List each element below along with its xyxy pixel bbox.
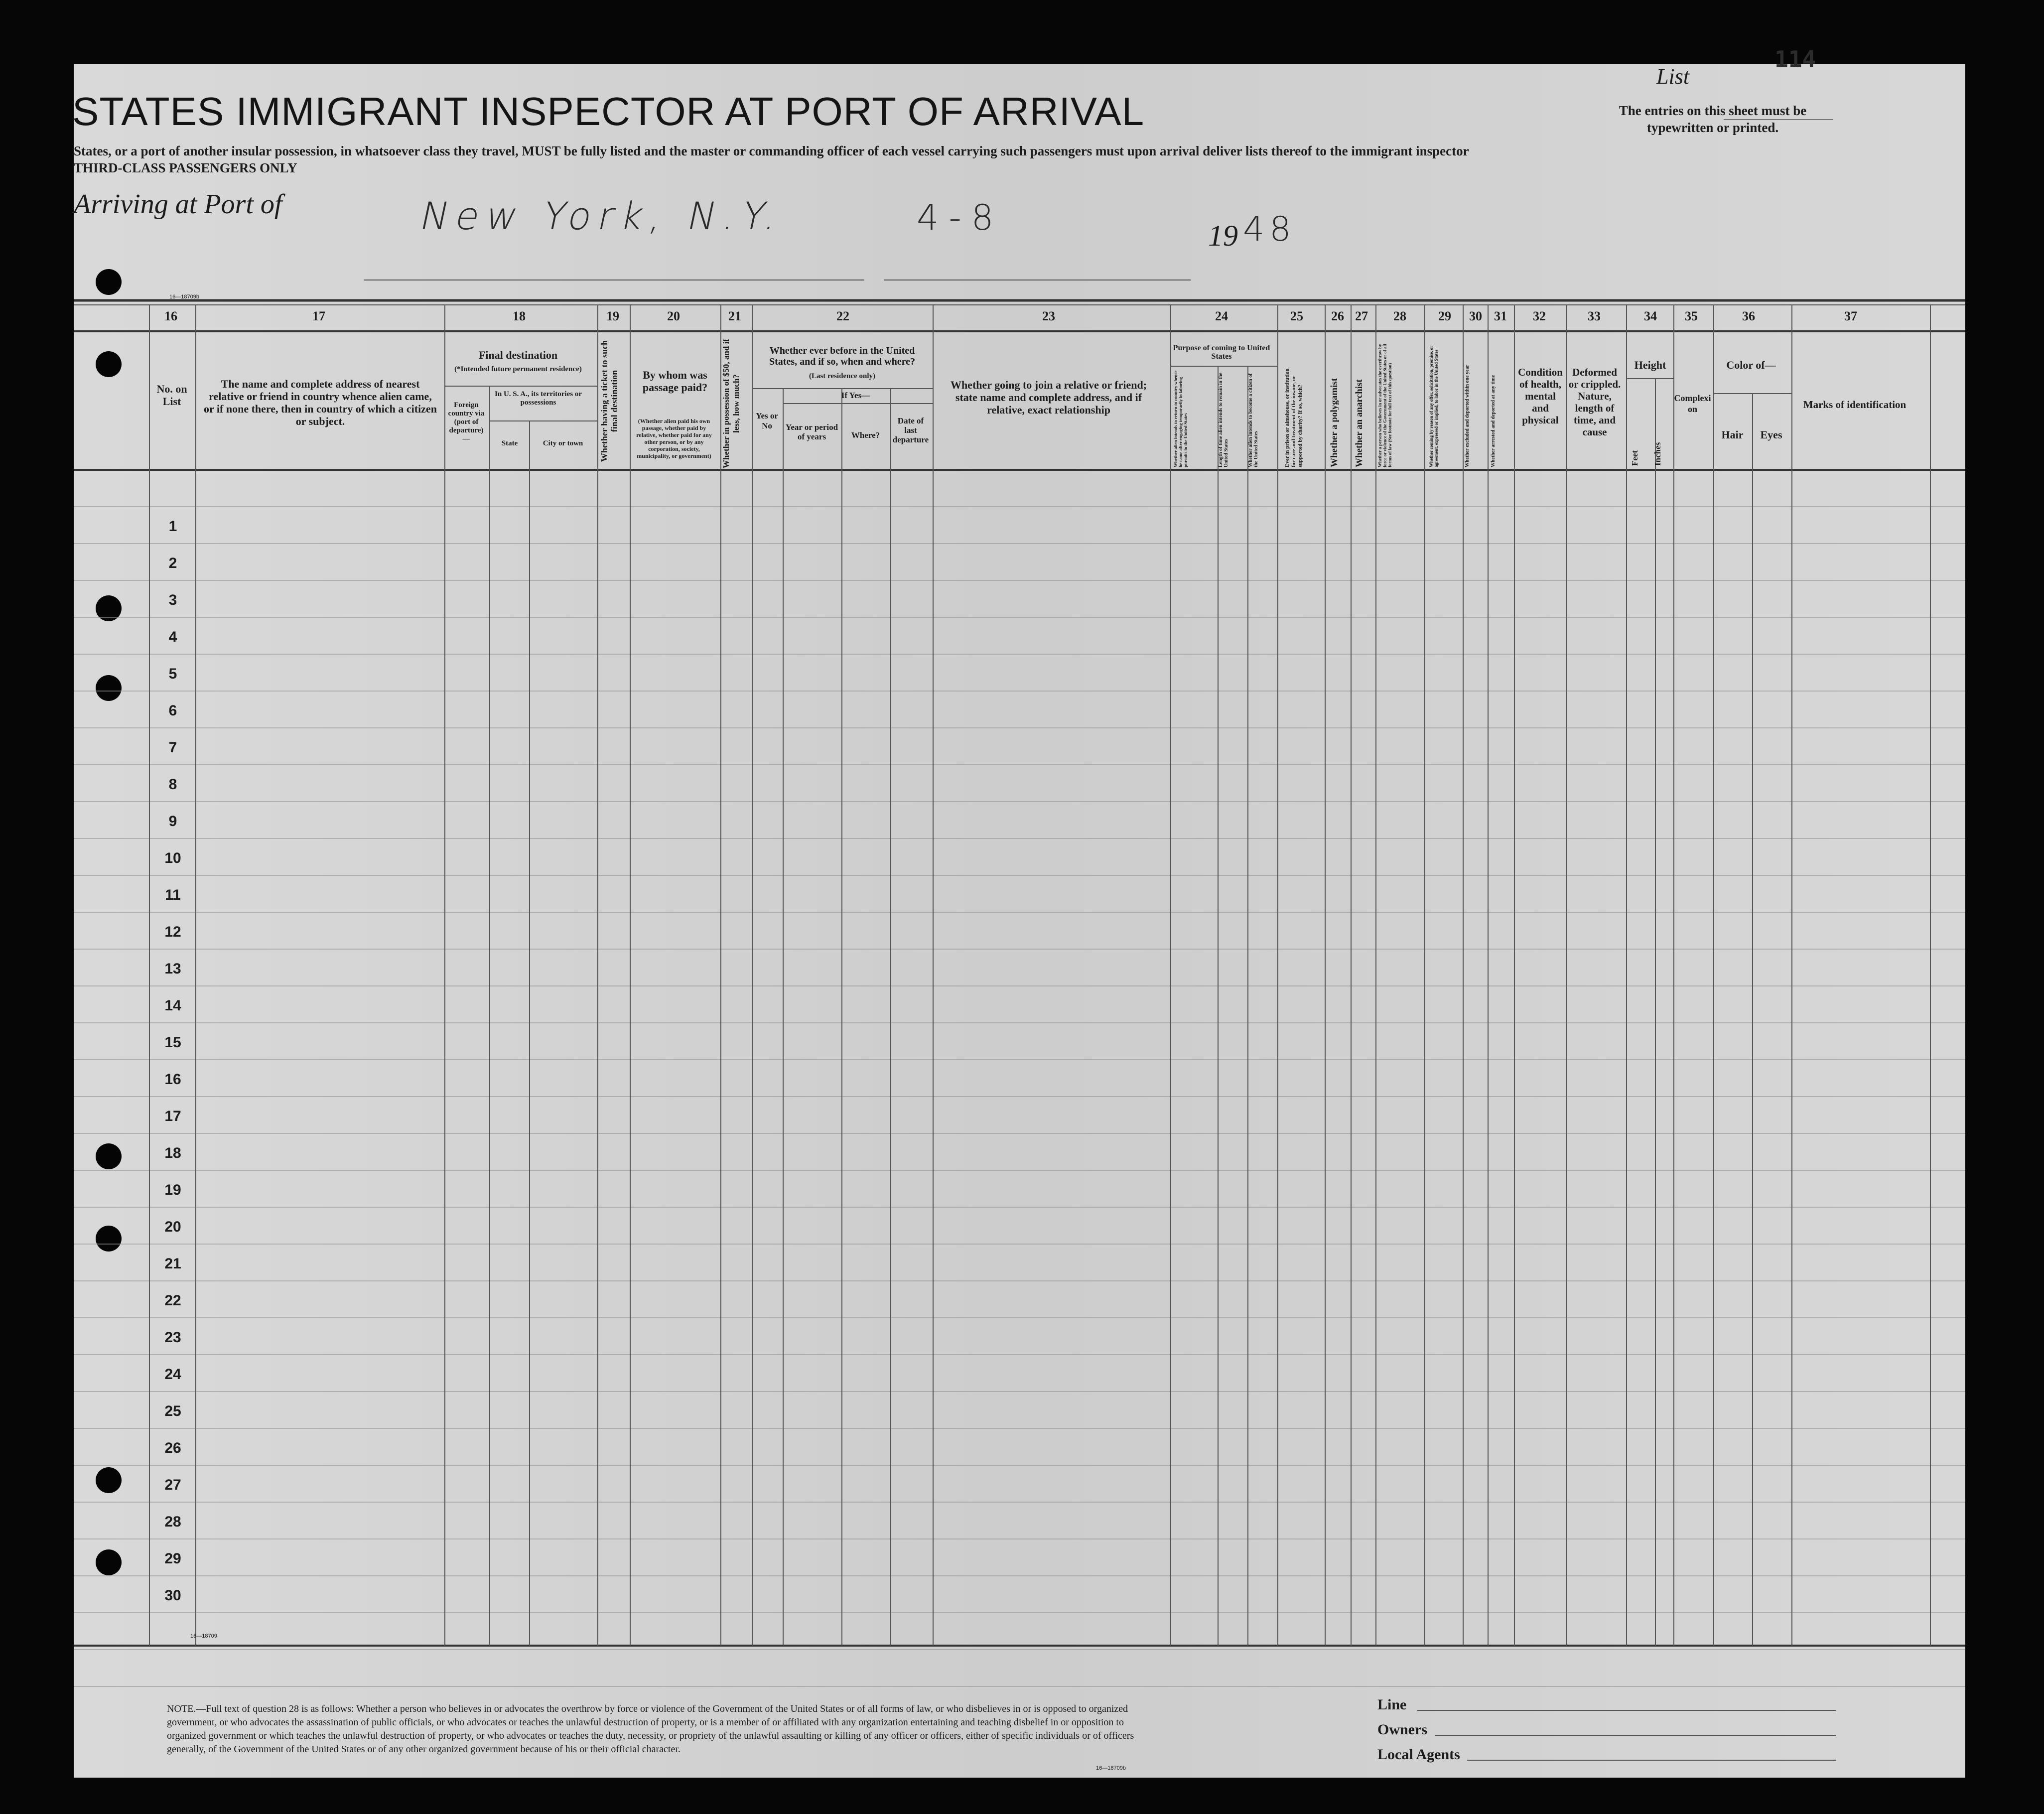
col-17-header: The name and complete address of nearest relative or friend in country whence alien came, or if none there, then in country of which a citizen or subject. bbox=[204, 378, 437, 427]
row-number: 26 bbox=[164, 1440, 181, 1456]
list-label: List bbox=[1656, 64, 1690, 89]
col-num: 29 bbox=[1438, 309, 1451, 323]
row-number: 4 bbox=[168, 629, 177, 645]
form-code-top: 16—18709b bbox=[169, 294, 199, 300]
year-handwritten: 48 bbox=[1243, 210, 1296, 249]
col-num: 27 bbox=[1355, 309, 1368, 323]
row-number: 13 bbox=[164, 961, 181, 977]
col-18-subtitle: (*Intended future permanent residence) bbox=[454, 365, 582, 373]
col-num: 28 bbox=[1393, 309, 1406, 323]
col-num: 30 bbox=[1469, 309, 1482, 323]
col-26-header: Whether a polygamist bbox=[1329, 378, 1340, 467]
col-22-yesno: Yes or No bbox=[756, 411, 778, 430]
row-number: 15 bbox=[164, 1034, 181, 1051]
typed-note: The entries on this sheet must be typewritten or printed. bbox=[1619, 103, 1807, 135]
col-num: 23 bbox=[1042, 309, 1055, 323]
footnote: NOTE.—Full text of question 28 is as follows: Whether a person who believes in or advocates the overthrow by force or violence of the Government of the United States or of all forms of law, or who disbelieves in or is opposed to organized government, or who advocates the assassination of public officials, or who advocates or teaches the unlawful destruction of property, or is a member of or affiliated with any organization entertaining and teaching disbelief in or opposition to organized government or which teaches the unlawful destruction of property, or who advocates or teaches the duty, necessity, or propriety of the unlawful assaulting or killing of any officer or officers, either of specific individuals or of officers generally, of the Government of the United States or of any other organized government because of his or their official character. bbox=[167, 1703, 1134, 1755]
col-28-header: Whether a person who believes in or advocates the overthrow by force or violence of the Government of the United States or of all forms of law (See footnote for full text of this question) bbox=[1377, 344, 1392, 467]
col-18-title: Final destination bbox=[478, 349, 558, 361]
row-number: 30 bbox=[164, 1587, 181, 1604]
row-number: 9 bbox=[168, 813, 177, 830]
col-21-header: Whether in possession of $50, and if less, how much? bbox=[721, 339, 741, 468]
col-num: 35 bbox=[1685, 309, 1698, 323]
col-25-header: Ever in prison or almshouse, or institution for care and treatment of the insane, or supported by charity? If so, which? bbox=[1284, 368, 1303, 467]
col-num: 22 bbox=[836, 309, 849, 323]
list-number: 114 bbox=[1774, 46, 1816, 73]
col-num: 24 bbox=[1215, 309, 1228, 323]
row-number: 28 bbox=[164, 1514, 181, 1530]
col-19-header: Whether having a ticket to such final destination bbox=[599, 340, 619, 462]
col-31-header: Whether arrested and deported at any time bbox=[1491, 375, 1496, 467]
class-note: THIRD-CLASS PASSENGERS ONLY bbox=[74, 160, 297, 175]
page-title: STATES IMMIGRANT INSPECTOR AT PORT OF ARRIVAL bbox=[72, 89, 1145, 134]
row-number: 18 bbox=[164, 1145, 181, 1161]
row-number: 7 bbox=[168, 739, 177, 756]
col-16-header: No. on List bbox=[156, 383, 187, 408]
col-num: 17 bbox=[312, 309, 325, 323]
row-number: 27 bbox=[164, 1477, 181, 1493]
row-number: 21 bbox=[164, 1256, 181, 1272]
col-22-date: Date of last departure bbox=[892, 416, 929, 444]
col-num: 18 bbox=[513, 309, 526, 323]
row-number: 17 bbox=[164, 1108, 181, 1124]
col-24-title: Purpose of coming to United States bbox=[1173, 344, 1270, 361]
instruction-text: States, or a port of another insular possession, in whatsoever class they travel, MUST be fully listed and the master or commanding officer of each vessel carrying such passengers must upon arrival deliver lists thereof to the immigrant inspector bbox=[74, 143, 1469, 158]
col-num: 37 bbox=[1844, 309, 1857, 323]
port-handwritten: New York, N.Y. bbox=[416, 194, 789, 238]
col-num: 36 bbox=[1742, 309, 1755, 323]
row-number: 8 bbox=[168, 776, 177, 793]
row-number: 1 bbox=[168, 518, 177, 535]
col-32-header: Condition of health, mental and physical bbox=[1518, 366, 1563, 426]
row-number: 19 bbox=[164, 1182, 181, 1198]
col-24-c: Whether alien intends to become a citizen of the United States bbox=[1248, 373, 1259, 467]
col-num: 19 bbox=[606, 309, 619, 323]
arriving-label: Arriving at Port of bbox=[74, 189, 282, 220]
owners-label: Owners bbox=[1377, 1721, 1427, 1738]
col-num: 31 bbox=[1494, 309, 1507, 323]
col-num: 20 bbox=[667, 309, 680, 323]
col-22-years: Year or period of years bbox=[785, 422, 838, 441]
row-number: 11 bbox=[165, 887, 181, 903]
row-number: 25 bbox=[164, 1403, 181, 1419]
form-code-right: 16—18709b bbox=[1096, 1765, 1126, 1771]
col-33-header: Deformed or crippled. Nature, length of time, and cause bbox=[1568, 366, 1621, 438]
col-num: 33 bbox=[1588, 309, 1601, 323]
row-number: 22 bbox=[164, 1292, 181, 1309]
col-num: 25 bbox=[1290, 309, 1303, 323]
col-22-subtitle: (Last residence only) bbox=[809, 372, 876, 380]
col-36-hair: Hair bbox=[1721, 428, 1744, 441]
col-35-header: Complexion bbox=[1674, 393, 1711, 414]
col-18-city: City or town bbox=[543, 439, 583, 447]
col-num: 32 bbox=[1533, 309, 1546, 323]
row-number: 29 bbox=[164, 1550, 181, 1567]
col-num: 26 bbox=[1331, 309, 1344, 323]
col-24-b: Length of time alien intends to remain in the United States bbox=[1218, 373, 1229, 467]
col-22-ifyes: If Yes— bbox=[841, 391, 870, 400]
col-22-where: Where? bbox=[851, 430, 880, 440]
date-handwritten: 4-8 bbox=[917, 197, 1004, 238]
col-34-inches: Inches bbox=[1653, 442, 1662, 466]
form-code-left: 16—18709 bbox=[190, 1633, 217, 1639]
row-number: 10 bbox=[164, 850, 181, 866]
col-18-foreign: Foreign country via (port of departure)— bbox=[448, 401, 485, 443]
col-num: 34 bbox=[1644, 309, 1657, 323]
col-36-title: Color of— bbox=[1726, 359, 1776, 371]
col-num: 16 bbox=[164, 309, 177, 323]
line-label: Line bbox=[1377, 1696, 1407, 1713]
row-number: 24 bbox=[164, 1366, 181, 1383]
row-number: 12 bbox=[164, 924, 181, 940]
row-number: 3 bbox=[168, 592, 177, 608]
col-29-header: Whether coming by reason of any offer, solicitation, promise, or agreement, expressed or implied, to labor in the United States bbox=[1429, 346, 1439, 467]
col-18-state: State bbox=[501, 439, 518, 447]
row-number: 6 bbox=[168, 702, 177, 719]
col-27-header: Whether an anarchist bbox=[1354, 379, 1364, 467]
row-number: 23 bbox=[164, 1329, 181, 1346]
row-number: 20 bbox=[164, 1219, 181, 1235]
col-30-header: Whether excluded and deported within one year bbox=[1465, 365, 1470, 467]
col-37-header: Marks of identification bbox=[1803, 399, 1907, 411]
year-prefix: 19 bbox=[1208, 219, 1238, 252]
col-22-title: Whether ever before in the United States, and if so, when and where? bbox=[769, 345, 915, 367]
col-34-feet: Feet bbox=[1630, 450, 1639, 466]
col-23-header: Whether going to join a relative or friend; state name and complete address, and if relative, exact relationship bbox=[950, 379, 1147, 416]
row-number: 2 bbox=[168, 555, 177, 571]
col-34-title: Height bbox=[1634, 359, 1666, 371]
col-20-title: By whom was passage paid? bbox=[642, 369, 708, 394]
col-24-a: Whether alien intends to return to country whence he came after engaging temporarily in laboring pursuits in the United States bbox=[1173, 370, 1188, 467]
col-20-subtitle: (Whether alien paid his own passage, whether paid by relative, whether paid for any other person, or by any corporation, society, municipality, or government) bbox=[636, 418, 712, 459]
row-number: 5 bbox=[168, 666, 177, 682]
row-number: 14 bbox=[164, 997, 181, 1014]
local-agents-label: Local Agents bbox=[1377, 1746, 1460, 1763]
col-num: 21 bbox=[728, 309, 741, 323]
col-36-eyes: Eyes bbox=[1760, 428, 1782, 441]
col-18-usa: In U. S. A., its territories or possessions bbox=[495, 390, 582, 407]
row-number: 16 bbox=[164, 1071, 181, 1088]
